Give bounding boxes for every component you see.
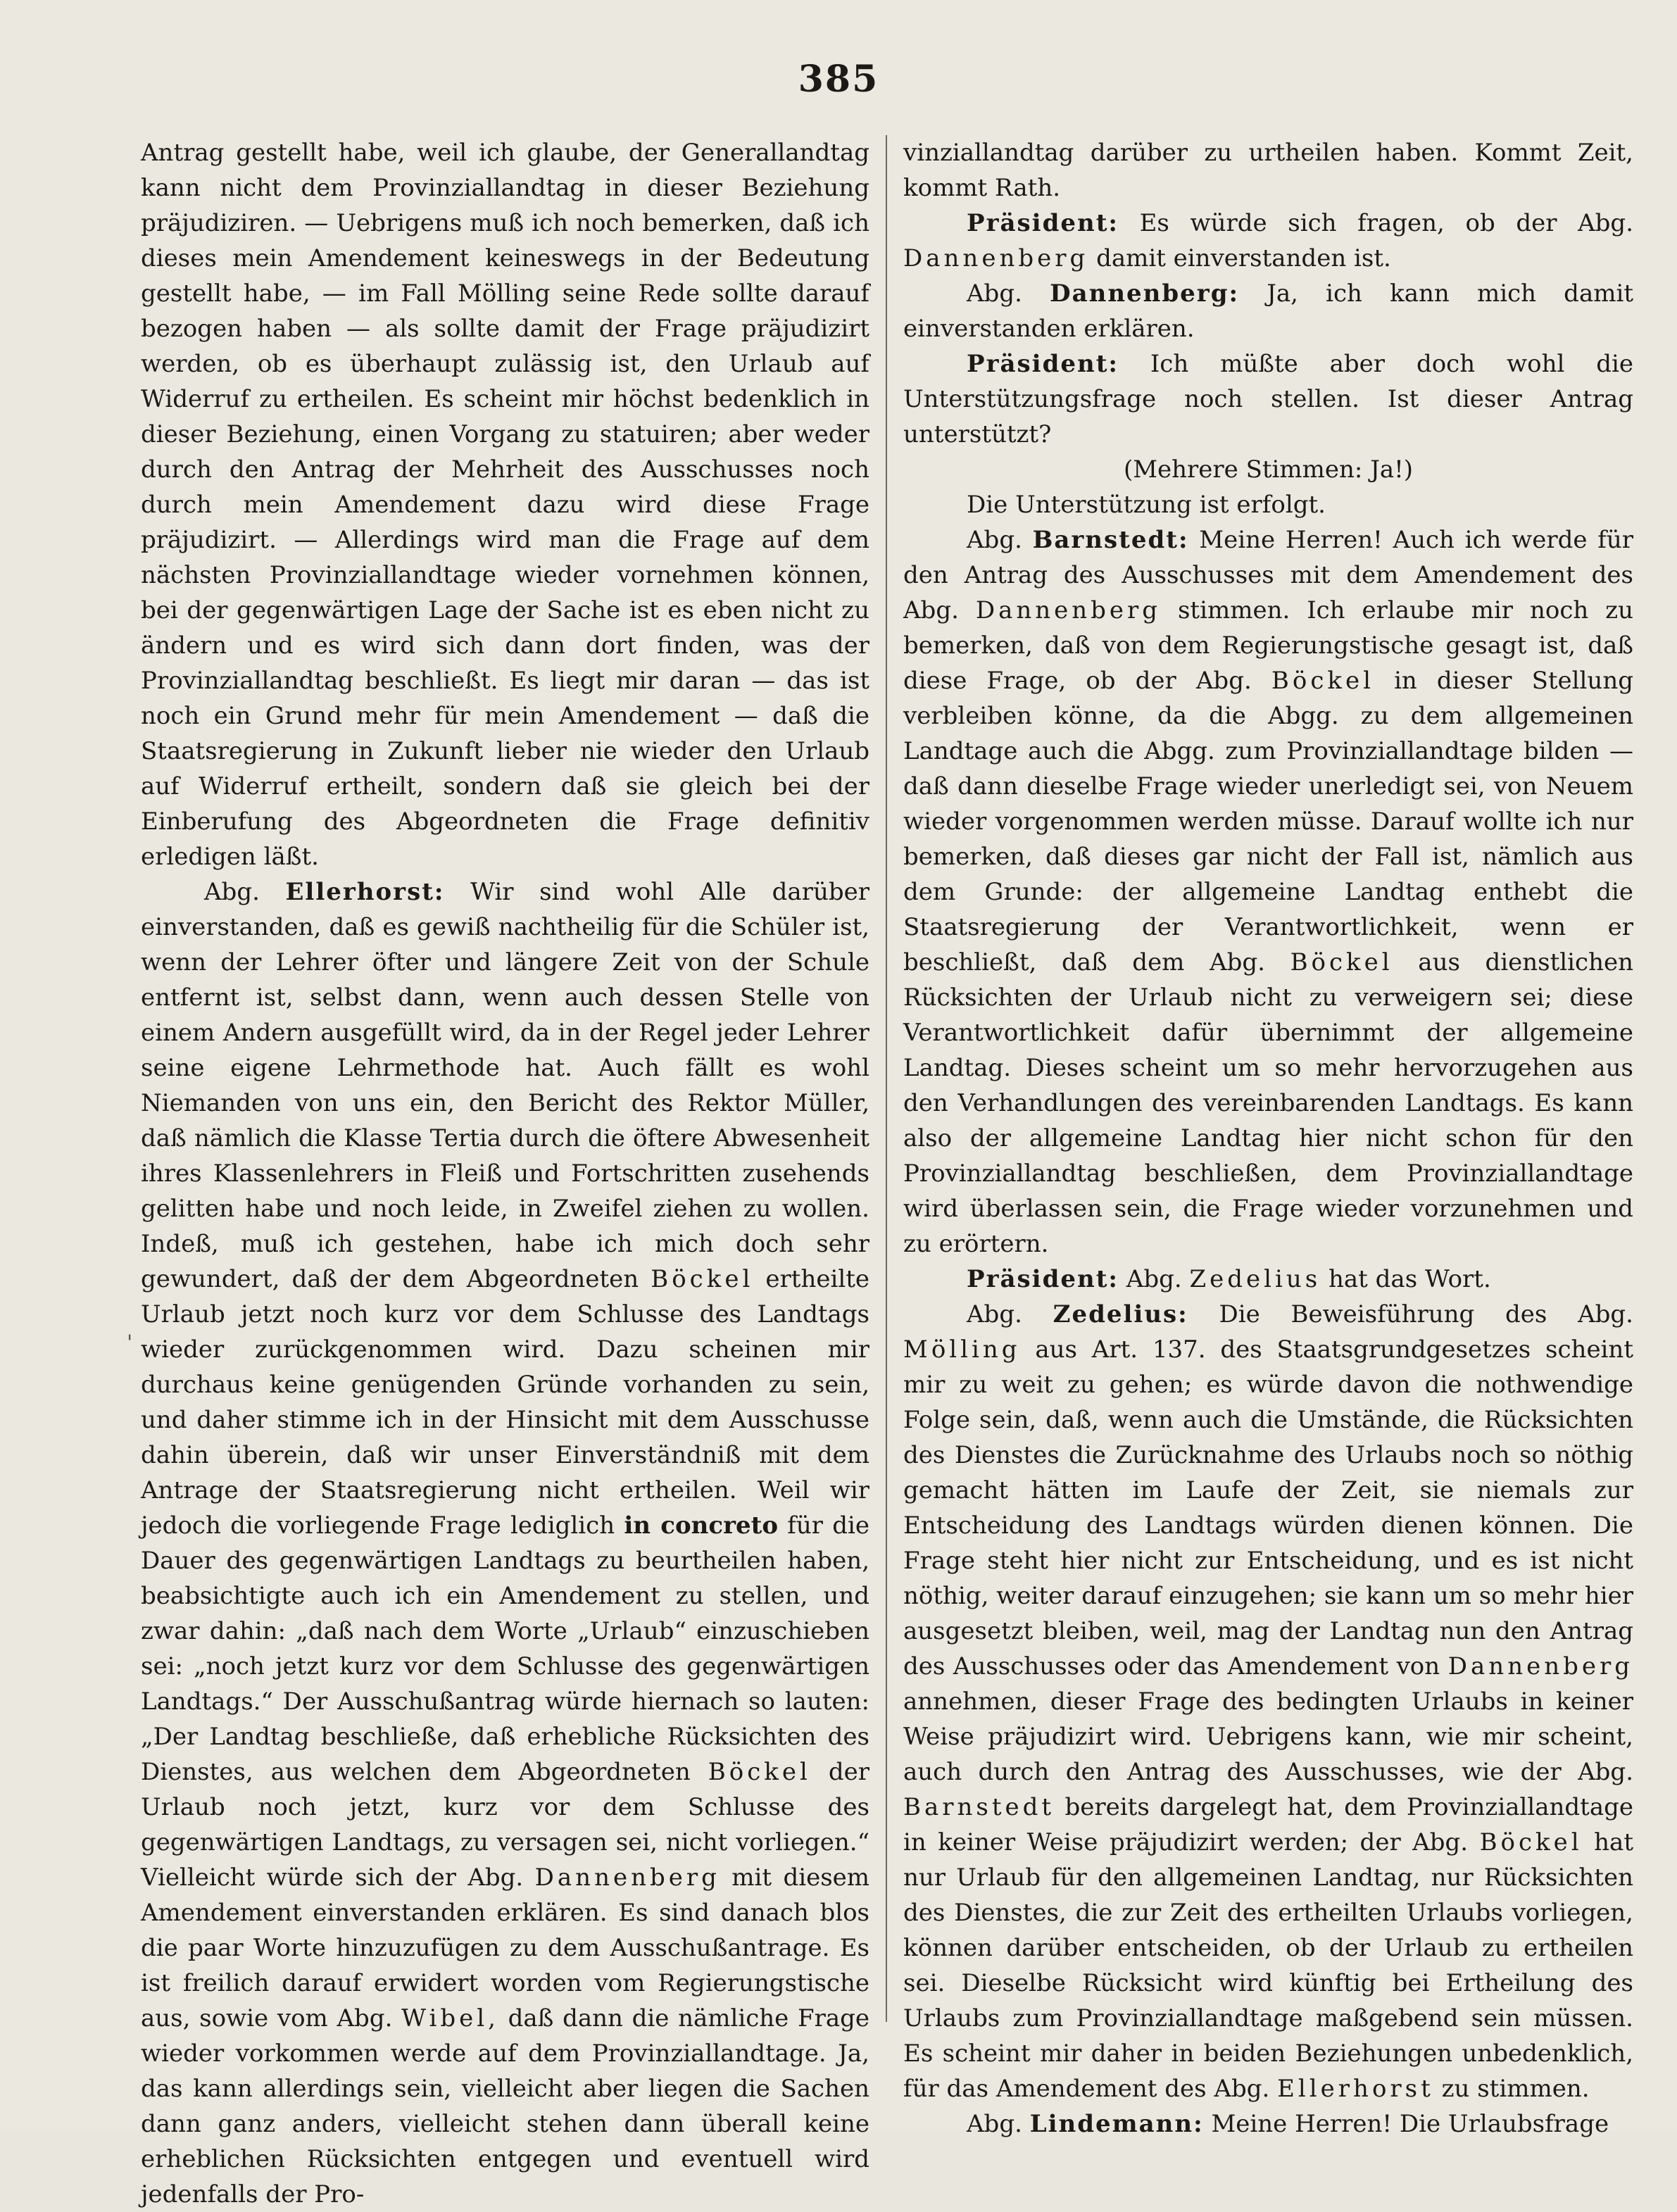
- person-name: Dannenberg: [975, 596, 1162, 624]
- page-number: 385: [798, 58, 879, 101]
- speaker-name: Barnstedt:: [1032, 526, 1189, 554]
- paragraph-continuation: [903, 135, 1633, 206]
- left-column: [141, 135, 870, 2208]
- paragraph-continuation: [141, 135, 869, 874]
- speech-text: Ja, ich kann mich damit einverstanden erklären.: [903, 279, 1633, 343]
- column-divider: [886, 135, 887, 2022]
- speech-text: aus Art. 137. des Staatsgrundgesetzes scheint mir zu weit zu gehen; es würde davon die nothwendige Folge sein, daß, wenn auch die Umstände, die Rücksichten des Dienstes die Zurücknahme des Urlaubs noch so nöthig gemacht hätten im Laufe der Zeit, sie niemals zur Entscheidung des Landtags würden dienen können. Die Frage steht hier nicht zur Entscheidung, und es ist nicht nöthig, weiter darauf einzugehen; sie kann um so mehr hier ausgesetzt bleiben, weil, mag der Landtag nun den Antrag des Ausschusses oder das Amendement von: [903, 1336, 1633, 1680]
- speech-lindemann: [903, 2106, 1633, 2142]
- speech-text: bereits dargelegt hat, dem Provinziallandtage in keiner Weise präjudizirt werden; der Abg.: [903, 1793, 1633, 1856]
- speaker-name: Präsident:: [967, 350, 1119, 378]
- speech-barnstedt: [903, 522, 1633, 1262]
- procedural-note: [903, 487, 1633, 522]
- speech-text: stimmen. Ich erlaube mir noch zu bemerken, daß von dem Regierungstische gesagt ist, daß diese Frage, ob der Abg.: [903, 596, 1633, 695]
- speech-text: Abg.: [1126, 1265, 1182, 1293]
- speech-zedelius: [903, 1297, 1633, 2106]
- speech-president: [903, 346, 1633, 452]
- margin-mark: ': [127, 1331, 133, 1355]
- speech-dannenberg: [903, 276, 1633, 346]
- speaker-prefix: Abg.: [967, 2110, 1022, 2138]
- speaker-name: Ellerhorst:: [285, 878, 445, 906]
- person-name: Barnstedt: [903, 1793, 1055, 1821]
- person-name: Mölling: [903, 1336, 1021, 1364]
- stage-direction-text: (Mehrere Stimmen: Ja!): [1123, 455, 1414, 484]
- speaker-prefix: Abg.: [204, 878, 260, 906]
- person-name: Böckel: [1479, 1828, 1583, 1856]
- speech-text: Wir sind wohl Alle darüber einverstanden, daß es gewiß nachtheilig für die Schüler ist, wenn der Lehrer öfter und längere Zeit von der Schule entfernt ist, selbst dann, wenn auch dessen Stelle von einem Andern ausgefüllt wird, da in der Regel jeder Lehrer seine eigene Lehrmethode hat. Auch fällt es wohl Niemanden von uns ein, den Bericht des Rektor Müller, daß nämlich die Klasse Tertia durch die öftere Abwesenheit ihres Klassenlehrers in Fleiß und Fortschritten zusehends gelitten habe und noch leide, in Zweifel ziehen zu wollen. Indeß, muß ich gestehen, habe ich mich doch sehr gewundert, daß der dem Abgeordneten: [141, 878, 869, 1293]
- speech-ellerhorst: [141, 874, 869, 2212]
- right-column: [903, 135, 1634, 2138]
- person-name: Wibel,: [401, 2004, 499, 2032]
- speech-text: in dieser Stellung verbleiben könne, da die Abgg. zu dem allgemeinen Landtage auch die Abgg. zum Provinziallandtage bilden — daß dann dieselbe Frage wieder unerledigt sei, von Neuem wieder vorgenommen werden müsse. Darauf wollte ich nur bemerken, daß dieses gar nicht der Fall ist, nämlich aus dem Grunde: der allgemeine Landtag enthebt die Staatsregierung der Verantwortlichkeit, wenn er beschließt, daß dem Abg.: [903, 667, 1633, 976]
- speech-text: zu stimmen.: [1441, 2075, 1590, 2103]
- speech-text: Meine Herren! Auch ich werde für den Antrag des Ausschusses mit dem Amendement des Abg.: [903, 526, 1634, 624]
- speaker-prefix: Abg.: [967, 1300, 1022, 1328]
- speech-president: [903, 1262, 1633, 1297]
- speech-text: hat das Wort.: [1329, 1265, 1491, 1293]
- person-name: Dannenberg: [1447, 1652, 1634, 1680]
- person-name: Dannenberg: [534, 1864, 720, 1892]
- speech-text: hat nur Urlaub für den allgemeinen Landtag, nur Rücksichten des Dienstes, die zur Zeit des ertheilten Urlaubs vorliegen, können darüber entscheiden, ob der Urlaub zu ertheilen sei. Dieselbe Rücksicht wird künftig bei Ertheilung des Urlaubs zum Provinziallandtage maßgebend sein müssen. Es scheint mir daher in beiden Beziehungen unbedenklich, für das Amendement des Abg.: [903, 1828, 1633, 2103]
- stage-direction: [903, 452, 1633, 487]
- person-name: Böckel: [651, 1265, 754, 1293]
- speaker-prefix: Abg.: [967, 279, 1022, 308]
- speaker-name: Lindemann:: [1029, 2110, 1204, 2138]
- speech-president: [903, 206, 1633, 276]
- paragraph-text: vinziallandtag darüber zu urtheilen haben. Kommt Zeit, kommt Rath.: [903, 139, 1633, 202]
- person-name: Zedelius: [1189, 1265, 1321, 1293]
- speech-text: mit diesem Amendement einverstanden erklären. Es sind danach blos die paar Worte hinzuzufügen zu dem Ausschußantrage. Es ist freilich darauf erwidert worden vom Regierungstische aus, sowie vom Abg.: [141, 1864, 870, 2032]
- speech-text: aus dienstlichen Rücksichten der Urlaub nicht zu verweigern sei; diese Verantwortlichkeit dafür übernimmt der allgemeine Landtag. Dieses scheint um so mehr hervorzugehen aus den Verhandlungen des vereinbarenden Landtags. Es kann also der allgemeine Landtag hier nicht schon für den Provinziallandtag beschließen, dem Provinziallandtage wird überlassen sein, die Frage wieder vorzunehmen und zu erörtern.: [903, 948, 1634, 1258]
- speech-text: damit einverstanden ist.: [1096, 244, 1391, 272]
- speech-text: daß dann die nämliche Frage wieder vorkommen werde auf dem Provinziallandtage. Ja, das kann allerdings sein, vielleicht aber liegen die Sachen dann ganz anders, vielleicht stehen dann überall keine erheblichen Rücksichten entgegen und eventuell wird jedenfalls der Pro-: [141, 2004, 869, 2208]
- person-name: Böckel: [708, 1758, 811, 1786]
- person-name: Dannenberg: [903, 244, 1089, 272]
- person-name: Ellerhorst: [1277, 2075, 1434, 2103]
- speaker-name: Präsident:: [967, 1265, 1119, 1293]
- speech-text: ertheilte Urlaub jetzt noch kurz vor dem Schlusse des Landtags wieder zurückgenommen wird. Dazu scheinen mir durchaus keine genügenden Gründe vorhanden zu sein, und daher stimme ich in der Hinsicht mit dem Ausschusse dahin überein, daß wir unser Einverständniß mit dem Antrage der Staatsregierung nicht ertheilen. Weil wir jedoch die vorliegende Frage lediglich: [141, 1265, 870, 1540]
- speech-text: Es würde sich fragen, ob der Abg.: [1139, 209, 1633, 237]
- speech-text: für die Dauer des gegenwärtigen Landtags zu beurtheilen haben, beabsichtigte auch ich ein Amendement zu stellen, und zwar dahin: „daß nach dem Worte „Urlaub“ einzuschieben sei: „noch jetzt kurz vor dem Schlusse des gegenwärtigen Landtags.“ Der Ausschußantrag würde hiernach so lauten: „Der Landtag beschließe, daß erhebliche Rücksichten des Dienstes, aus welchen dem Abgeordneten: [141, 1512, 870, 1786]
- person-name: Böckel: [1271, 667, 1374, 695]
- person-name: Böckel: [1290, 948, 1393, 976]
- speech-text: Meine Herren! Die Urlaubsfrage: [1211, 2110, 1609, 2138]
- speaker-name: Zedelius:: [1053, 1300, 1188, 1328]
- speech-text: Die Beweisführung des Abg.: [1219, 1300, 1633, 1328]
- speech-text: der Urlaub noch jetzt, kurz vor dem Schlusse des gegenwärtigen Landtags, zu versagen sei, nicht vorliegen.“ Vielleicht würde sich der Abg.: [141, 1758, 870, 1892]
- procedural-text: Die Unterstützung ist erfolgt.: [967, 491, 1326, 519]
- paragraph-text: Antrag gestellt habe, weil ich glaube, der Generallandtag kann nicht dem Provinziallandtag in dieser Beziehung präjudiziren. — Uebrigens muß ich noch bemerken, daß ich dieses mein Amendement keineswegs in der Bedeutung gestellt habe, — im Fall Mölling seine Rede sollte darauf bezogen haben — als sollte damit der Frage präjudizirt werden, ob es überhaupt zulässig ist, den Urlaub auf Widerruf zu ertheilen. Es scheint mir höchst bedenklich in dieser Beziehung, einen Vorgang zu statuiren; aber weder durch den Antrag der Mehrheit des Ausschusses noch durch mein Amendement dazu wird diese Frage präjudizirt. — Allerdings wird man die Frage auf dem nächsten Provinziallandtage wieder vornehmen können, bei der gegenwärtigen Lage der Sache ist es eben nicht zu ändern und es wird sich dann dort finden, was der Provinziallandtag beschließt. Es liegt mir daran — das ist noch ein Grund mehr für mein Amendement — daß die Staatsregierung in Zukunft lieber nie wieder den Urlaub auf Widerruf ertheilt, sondern daß sie gleich bei der Einberufung des Abgeordneten die Frage definitiv erledigen läßt.: [141, 139, 869, 871]
- speaker-prefix: Abg.: [967, 526, 1022, 554]
- speech-text: annehmen, dieser Frage des bedingten Urlaubs in keiner Weise präjudizirt wird. Uebrigens kann, wie mir scheint, auch durch den Antrag des Ausschusses, wie der Abg.: [903, 1688, 1633, 1786]
- speaker-name: Präsident:: [967, 209, 1119, 237]
- speaker-name: Dannenberg:: [1050, 279, 1240, 308]
- speech-text: Ich müßte aber doch wohl die Unterstützungsfrage noch stellen. Ist dieser Antrag unterstützt?: [903, 350, 1634, 448]
- latin-term: in concreto: [624, 1512, 779, 1540]
